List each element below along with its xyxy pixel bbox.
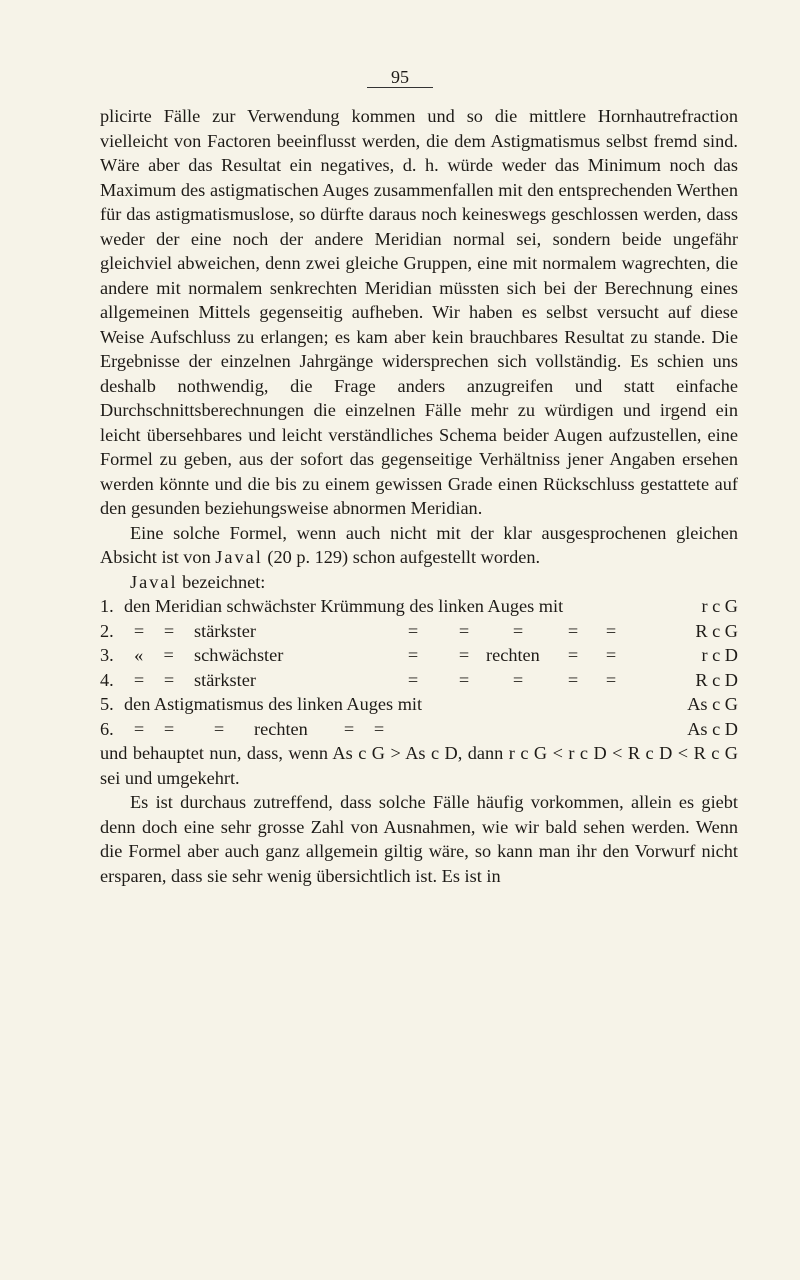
list-item: 3. « = schwächster = = rechten = = r c D [100,645,738,665]
definition-list [100,594,738,741]
list-item: 4. = = stärkster = = = = = R c D [100,669,738,690]
page-number: 95 [0,66,800,88]
author-name: Javal [215,547,263,567]
list-item: 2. = = stärkster = = = = = R c G [100,620,738,641]
paragraph-4: und behauptet nun, dass, wenn As c G > As c D, dann r c G < r c D < R c D < R c G sei und umgekehrt. [100,743,738,788]
list-item: 6. = = = rechten = = As c D [100,718,738,739]
paragraph-3: Javal bezeichnet: [130,571,266,592]
paragraph-5: Es ist durchaus zutreffend, dass solche Fälle häufig vorkommen, allein es giebt denn doch eine sehr grosse Zahl von Ausnahmen, wie wir bald sehen werden. Wenn die Formel aber auch ganz allgemein giltig wäre, so kann man ihr den Vorwurf nicht ersparen, dass sie sehr wenig übersichtlich ist. Es ist in [100,792,738,886]
paragraph-1: plicirte Fälle zur Verwendung kommen und so die mittlere Hornhautrefraction vielleicht von Factoren beeinflusst werden, die dem Astigmatismus selbst fremd sind. Wäre aber das Resultat ein negatives, d. h. würde weder das Minimum noch das Maximum des astigmatischen Auges zusammenfallen mit den entsprechenden Werthen für das astigmatismuslose, so dürfte daraus noch keineswegs geschlossen werden, dass weder der eine noch der andere Meridian normal sei, sondern beide ungefähr gleichviel abweichen, denn zwei gleiche Gruppen, eine mit normalem wagrechten, die andere mit normalem senkrechten Meridian müssten sich bei der Berechnung eines allgemeinen Mittels gegenseitig aufheben. Wir haben es selbst versucht auf diese Weise Aufschluss zu erlangen; es kam aber kein brauchbares Resultat zu stande. Die Ergebnisse der einzelnen Jahrgänge widersprechen sich vollständig. Es schien uns deshalb nothwendig, die Frage anders anzugreifen und statt einfache Durchschnittsberechnungen die einzelnen Fälle mehr zu würdigen und irgend ein leicht übersehbares und leicht verständliches Schema beider Augen aufzustellen, eine Formel zu geben, aus der sofort das gegenseitige Verhältniss jener Angaben ersehen werden könnte und die bis zu einem gewissen Grade einen Rückschluss gestattete auf den gesunden beziehungsweise abnormen Meridian. [100,106,738,518]
paragraph-2: Eine solche Formel, wenn auch nicht mit der klar ausgesprochenen gleichen Absicht ist von Javal (20 p. 129) schon aufgestellt worden. [100,522,738,567]
list-item: 1. den Meridian schwächster Krümmung des linken Auges mit r c G [100,596,738,616]
author-name: Javal [130,571,178,592]
page-body [100,104,738,888]
list-item: 5. den Astigmatismus des linken Auges mit As c G [100,694,738,714]
